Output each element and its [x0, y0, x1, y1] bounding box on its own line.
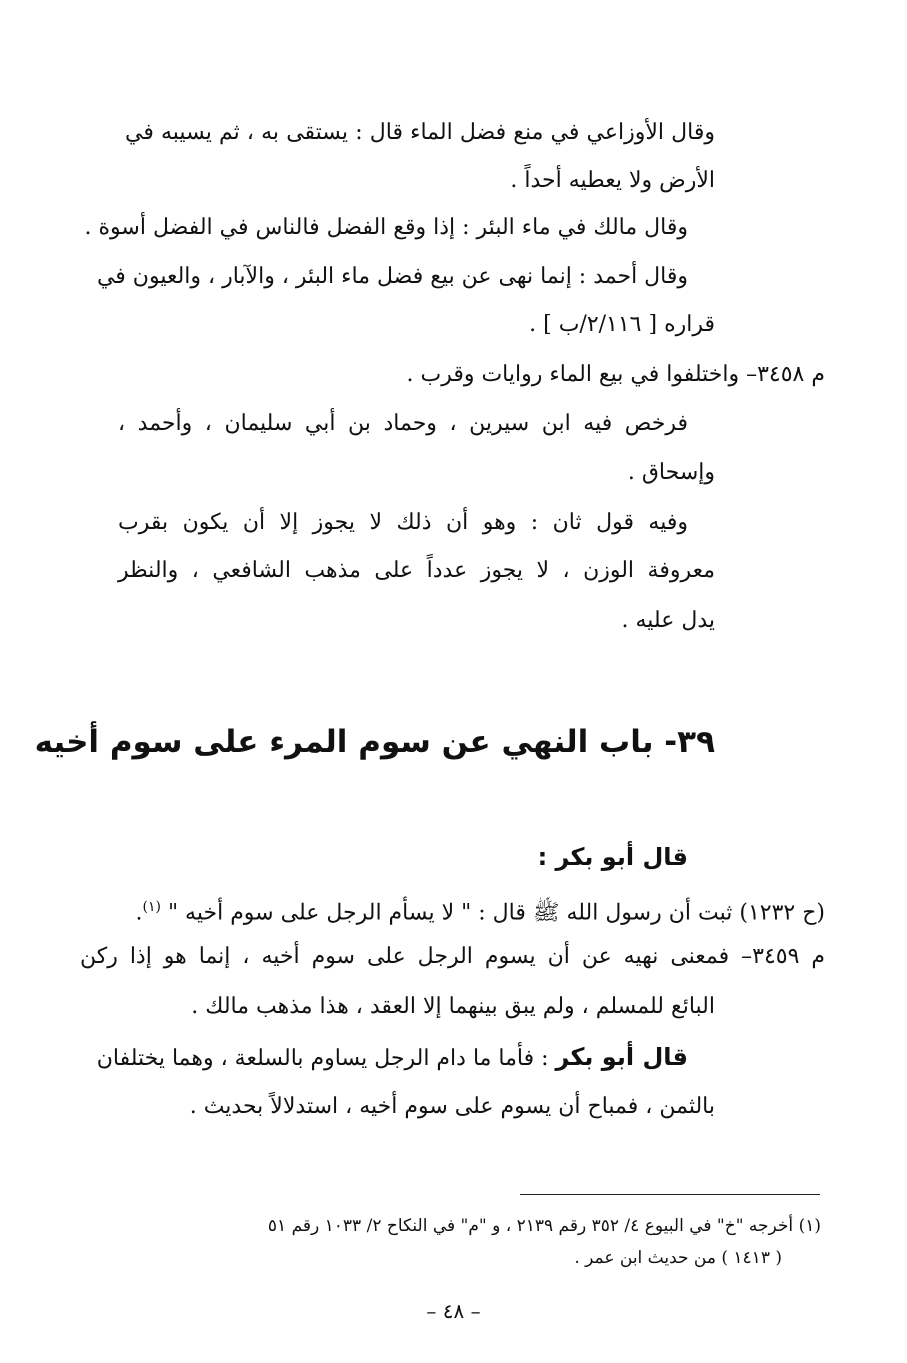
footnote-text-1: أخرجه "خ" في البيوع ٤/ ٣٥٢ رقم ٢١٣٩ ، و "م" في النكاح ٢/ ١٠٣٣ رقم ٥١ [267, 1216, 794, 1236]
masalah-3458 [407, 360, 826, 390]
footnote-marker: (١) [142, 899, 161, 915]
masalah-3459 [80, 942, 825, 972]
masalah-number-2: م ٣٤٥٩ [752, 944, 825, 969]
abubakr-label: قال أبو بكر [555, 1043, 688, 1071]
body-line-5: قراره [ ٢/١١٦/ب ] . [529, 312, 715, 337]
hadith-ref: (ح ١٢٣٢) [739, 900, 825, 926]
body-line-8: وإسحاق . [627, 460, 715, 485]
footnote-divider [520, 1194, 820, 1195]
body-line-2: الأرض ولا يعطيه أحداً . [510, 168, 715, 193]
body-line-11: يدل عليه . [621, 608, 715, 633]
footnote-line-1 [268, 1214, 821, 1238]
footnote-number: (١) [798, 1216, 821, 1236]
body-line-9: وفيه قول ثان : وهو أن ذلك لا يجوز إلا أن يكون بقرب [118, 510, 688, 535]
masalah-number: م ٣٤٥٨ [757, 362, 825, 387]
body-line-4: وقال أحمد : إنما نهى عن بيع فضل ماء البئر ، والآبار ، والعيون في [96, 264, 688, 289]
abubakr-paragraph-line-1 [96, 1042, 688, 1072]
masalah-3459-line-2: البائع للمسلم ، ولم يبق بينهما إلا العقد ، هذا مذهب مالك . [191, 994, 715, 1019]
abubakr-text: : فأما ما دام الرجل يساوم بالسلعة ، وهما يختلفان [96, 1046, 549, 1071]
body-line-1: وقال الأوزاعي في منع فضل الماء قال : يستقى به ، ثم يسيبه في [125, 120, 715, 145]
abubakr-paragraph-line-2: بالثمن ، فمباح أن يسوم على سوم أخيه ، استدلالاً بحديث . [189, 1094, 715, 1119]
body-line-10: معروفة الوزن ، لا يجوز عدداً على مذهب الشافعي ، والنظر [118, 558, 715, 583]
body-line-3: وقال مالك في ماء البئر : إذا وقع الفضل فالناس في الفضل أسوة . [84, 215, 688, 240]
sub-heading: قال أبو بكر : [537, 843, 688, 871]
hadith-text: ثبت أن رسول الله ﷺ قال : " لا يسأم الرجل على سوم أخيه " [167, 900, 733, 926]
hadith-1232: (ح ١٢٣٢) ثبت أن رسول الله ﷺ قال : " لا يسأم الرجل على سوم أخيه " $^{(١)}$. [135, 899, 825, 926]
masalah-text: – واختلفوا في بيع الماء روايات وقرب . [406, 362, 758, 387]
masalah-text-2: – فمعنى نهيه عن أن يسوم الرجل على سوم أخيه ، إنما هو إذا ركن [80, 944, 753, 969]
chapter-heading: ٣٩- باب النهي عن سوم المرء على سوم أخيه [34, 724, 715, 760]
footnote-line-2: ( ١٤١٣ ) من حديث ابن عمر . [574, 1248, 782, 1268]
body-line-7: فرخص فيه ابن سيرين ، وحماد بن أبي سليمان ، وأحمد ، [118, 411, 688, 436]
page-number: – ٤٨ – [426, 1299, 481, 1323]
